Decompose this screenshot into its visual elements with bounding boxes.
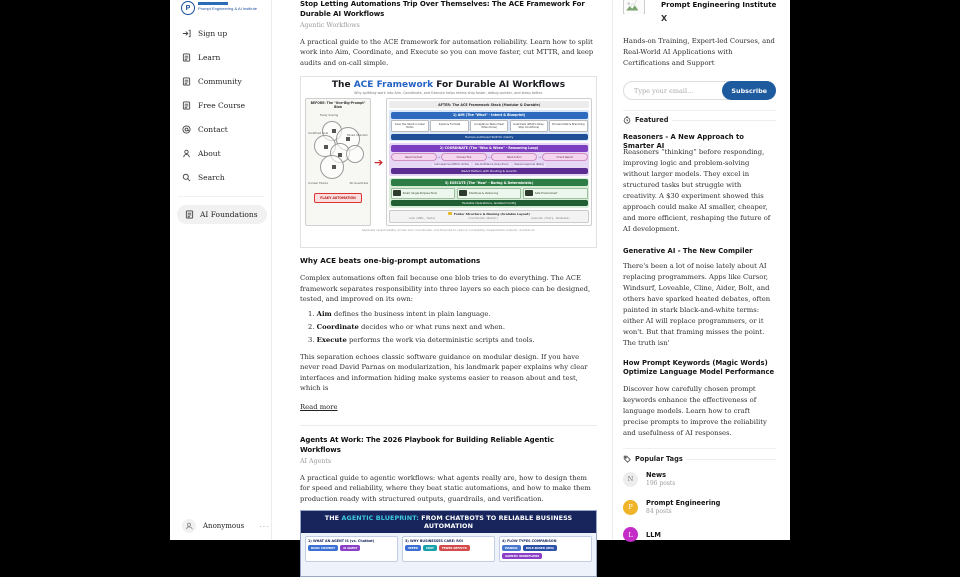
- blob-diagram: Fuzzy Scaling Unrefined Goal Mixed Intention Unclear Failure No Guardrails: [308, 113, 368, 186]
- user-name: Anonymous: [203, 522, 245, 530]
- site-logo[interactable]: [181, 1, 278, 15]
- post-title[interactable]: Stop Letting Automations Trip Over Themselves: The ACE Framework For Durable AI Workflows: [300, 0, 585, 18]
- post-body-paragraph: Complex automations often fail because one blob tries to do everything. The ACE framework separates responsibility into three layers so each piece can be designed, tested, and improved on its own:: [300, 274, 591, 304]
- post-divider: [300, 425, 597, 426]
- popular-tags-heading: Popular Tags: [623, 455, 776, 463]
- featured-article-excerpt: There's been a lot of noise lately about AI replacing programmers. Apps like Cursor, Windsurf, Loveable, Cline, Aider, Bolt, and others have sparked heated debates, often painted in stark black-and-white terms: either AI will replace programmers, or it won't. But that framing misses the point. The truth isn': [623, 262, 771, 347]
- featured-article-excerpt: Discover how carefully chosen prompt keywords enhance the effectiveness of language models. Learn how to craft precise prompts to improve the reliability and usefulness of AI responses.: [623, 385, 767, 437]
- tag-avatar: P: [623, 500, 638, 515]
- tag-avatar: N: [623, 472, 638, 487]
- coordinate-section: 2) COORDINATE (The "Who & When" - Reasoning Loop) Read Context → Choose Tool → Next Action → Check Result Auto-Approve (Within Limits) Ask-Confidence (Gray Zone) Require Approval (Risky) ReAct Pattern with Routing & Guards: [389, 143, 589, 176]
- list-item: 1. Aim defines the business intent in plain language.: [308, 309, 491, 318]
- read-more-link[interactable]: Read more: [300, 402, 338, 411]
- subscribe-form: [623, 81, 776, 100]
- at-icon: [182, 125, 191, 134]
- sidebar-item-label: Search: [198, 172, 225, 182]
- list-item: 3. Execute performs the work via deterministic scripts and tools.: [308, 335, 535, 344]
- sidebar-item-contact[interactable]: [182, 117, 266, 141]
- broken-image-icon: [623, 0, 645, 14]
- aim-section: 1) AIM (The "What" - Intent & Blueprint) Goal, the Intent in Clear Terms Inputs & Formats Acceptance Tests (Clear When Done) Guardrails (What's Okay, Stop Conditions) Process Data & Branching Human-Authored SOP for Clarity: [389, 110, 589, 141]
- sidebar-item-label: About: [198, 148, 221, 158]
- sidebar-item-label: AI Foundations: [200, 210, 258, 219]
- interface-icon: [459, 190, 467, 196]
- red-arrow-icon: ➔: [374, 155, 384, 169]
- rail-divider: [623, 448, 776, 449]
- sidebar: [170, 0, 272, 540]
- tool-icon: [393, 190, 401, 196]
- sidebar-item-free-course[interactable]: [182, 93, 266, 117]
- blueprint-title: THE AGENTIC BLUEPRINT: FROM CHATBOTS TO RELIABLE BUSINESS AUTOMATION: [301, 511, 596, 533]
- sidebar-item-label: Contact: [198, 124, 228, 134]
- blueprint-panel: 1) WHAT AN AGENT IS (vs. Chatbot) BASIC CHATBOT AI AGENT: [305, 536, 398, 562]
- shield-icon: [525, 190, 533, 196]
- document-icon: [185, 210, 194, 219]
- sidebar-item-label: Learn: [198, 52, 221, 62]
- person-icon: [182, 149, 191, 158]
- tag-item-prompt-engineering[interactable]: [623, 499, 776, 515]
- post-tag[interactable]: Agentic Workflows: [300, 21, 360, 29]
- tag-item-news[interactable]: [623, 471, 776, 487]
- blueprint-panel: 4) FLOW TYPES COMPARISON MANUAL RULE-BASED (RPA) AGENTIC WORKFLOWS: [499, 536, 592, 562]
- featured-heading: Featured: [623, 116, 776, 124]
- subscribe-button[interactable]: Subscribe: [722, 81, 776, 100]
- sidebar-divider: [178, 196, 264, 197]
- folder-structure-box: Folder Structure & Naming (Scalable Layout) /aim (SOPs, Tests) /coordinate (Router) /execute (Tools, Runbooks): [389, 210, 589, 223]
- ace-list: [300, 310, 597, 344]
- post-tag[interactable]: AI Agents: [300, 457, 332, 465]
- ace-framework-image[interactable]: [300, 76, 597, 248]
- list-item: 2. Coordinate decides who or what runs next and when.: [308, 322, 505, 331]
- sidebar-item-label: Sign up: [198, 28, 228, 38]
- post-body-paragraph: This separation echoes classic software guidance on modular design. If you have never read David Parnas on modularization, his landmark paper explains why clear interfaces and information hiding make systems easier to reason about and test, which is: [300, 352, 588, 393]
- sidebar-item-about[interactable]: [182, 141, 266, 165]
- document-icon: [182, 53, 191, 62]
- tag-count: 196 posts: [646, 480, 676, 487]
- sidebar-item-label: Community: [198, 76, 242, 86]
- user-menu-button[interactable]: ···: [259, 521, 270, 531]
- sidebar-nav: [182, 21, 266, 189]
- tag-count: 84 posts: [646, 508, 672, 515]
- ace-image-caption: Separate responsibility across Aim, Coordinate, and Execute to reduce complexity. Dependable outputs, durable AI.: [361, 228, 536, 233]
- clock-icon: [623, 116, 631, 124]
- user-row: [182, 519, 270, 533]
- logo-label: Prompt Engineering & AI Institute: [198, 6, 257, 11]
- document-icon: [182, 101, 191, 110]
- post-excerpt: A practical guide to agentic workflows: what agents really are, how to design them for speed and reliability, where they beat static automations, and how to make them production ready with structured outputs, guardrails, and verification.: [300, 473, 591, 503]
- sidebar-item-community[interactable]: [182, 69, 266, 93]
- publication-name[interactable]: Prompt Engineering Institute: [661, 1, 777, 9]
- user-avatar[interactable]: [182, 519, 196, 533]
- tag-name: LLM: [646, 530, 661, 539]
- sidebar-item-signup[interactable]: [182, 21, 266, 45]
- featured-article-title[interactable]: How Prompt Keywords (Magic Words) Optimize Language Model Performance: [623, 359, 775, 377]
- featured-article-title[interactable]: Reasoners - A New Approach to Smarter AI: [623, 133, 744, 151]
- publication-description: Hands-on Training, Expert-led Courses, and Real-World AI Applications with Certifications and Support: [623, 37, 775, 67]
- sidebar-item-search[interactable]: [182, 165, 266, 189]
- ace-after-panel: AFTER: The ACE Framework Stack (Modular & Durable) 1) AIM (The "What" - Intent & Blueprint) Goal, the Intent in Clear Terms Inputs & Formats Acceptance Tests (Clear When Done) Guardrails (What's Okay, Stop Conditions) Process Data & Branching Human-Authored SOP for Clarity 2) COORDINATE (The "Who & When" - Reasoning Loop) Read Context → Choose Tool → Next Action → Check Result Auto-Approve (Within Limits) Ask-Confidence (Gray Zone) Require Approval (Risky) ReAct Pattern with Routing & Guards 3) EXECUTE (The "How" - Boring & Deterministic) Small, Single-Purpose Tools Interfaces & Versioning Safe Environment Testable Operations, Isolated Config Folder Structure & Naming (Scalable Layout) /aim (SOPs, Tests) /coordinate (Router) /execute (Tools, Runbooks): [386, 98, 592, 226]
- post-title[interactable]: Agents At Work: The 2026 Playbook for Building Reliable Agentic Workflows: [300, 435, 554, 454]
- section-heading: Why ACE beats one-big-prompt automations: [300, 256, 481, 266]
- main-feed: [300, 0, 597, 577]
- logo-icon: P: [181, 1, 195, 15]
- tag-name: Prompt Engineering: [646, 499, 721, 507]
- tag-avatar: L: [623, 527, 638, 542]
- x-social-icon[interactable]: X: [661, 14, 668, 23]
- ace-image-title: The ACE Framework For Durable AI Workflows: [331, 80, 566, 91]
- blueprint-panel: 3) WHY BUSINESSES CARE: ROI SPEED COST FEWER DEFECTS: [402, 536, 495, 562]
- execute-section: 3) EXECUTE (The "How" - Boring & Deterministic) Small, Single-Purpose Tools Interfaces & Versioning Safe Environment Testable Operations, Isolated Config: [389, 178, 589, 208]
- sidebar-item-learn[interactable]: [182, 45, 266, 69]
- rail-divider: [623, 110, 776, 111]
- flaky-automation-label: FLAKY AUTOMATION: [314, 193, 362, 203]
- ace-before-panel: BEFORE: The "One-Big-Prompt" Blob Fuzzy Scaling Unrefined Goal Mixed Intention Unclear Failure No Guardrails FLAKY AUTOMATION: [305, 98, 371, 226]
- page: [170, 0, 790, 559]
- featured-article-excerpt: Reasoners “thinking” before responding, improving logic and problem-solving without larger models. They excel in structured tasks but struggle with creativity. A $30 experiment showed this approach could make AI smaller, cheaper, and more efficient, reshaping the future of AI development.: [623, 148, 771, 233]
- agentic-blueprint-image[interactable]: [300, 510, 597, 577]
- sidebar-item-ai-foundations[interactable]: [177, 205, 267, 224]
- featured-article-title[interactable]: Generative AI - The New Compiler: [623, 247, 753, 255]
- tag-icon: [623, 455, 631, 463]
- tag-item-llm[interactable]: [623, 527, 776, 542]
- sidebar-item-label: Free Course: [198, 100, 246, 110]
- right-rail: [612, 0, 790, 540]
- logo-banner: [198, 2, 228, 5]
- sign-in-icon: [182, 29, 191, 38]
- tag-name: News: [646, 471, 667, 479]
- folder-icon: [448, 212, 452, 215]
- search-icon: [182, 173, 191, 182]
- document-icon: [182, 77, 191, 86]
- ace-image-subtitle: Why splitting work into Aim, Coordinate, and Execute helps teams ship faster, debug quicker, and sleep better.: [354, 91, 543, 96]
- post-excerpt: A practical guide to the ACE framework for automation reliability. Learn how to split work into Aim, Coordinate, and Execute so you can move faster, cut MTTR, and keep audits and on-call simple.: [300, 37, 594, 67]
